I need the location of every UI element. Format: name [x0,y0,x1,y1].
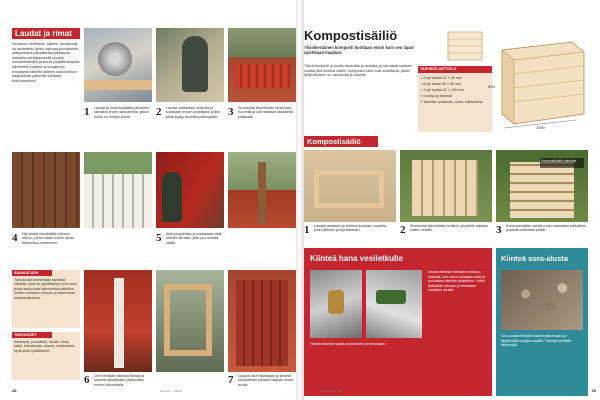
hana-caption: Hanan kiinnitys vaatii porakoneen ja vesivaa'an. [310,342,387,346]
step-2-number: 2 [156,106,162,118]
white-post [114,278,124,368]
materials-box-title: TARVIKELUETTELO [418,66,492,73]
tip-box-text: Tipa laudat kiinnitetään kahdella naulalla, joka on tyypillisempi kuin ruuvi jonka avulla saa rakennettua kaikkien kuvien mukaisen reunan ja paremman sorakalustuksen. [14,278,77,300]
photo-finished-bin [496,150,588,222]
step-6-number: 6 [84,374,90,386]
photo-gravel [501,270,583,330]
sora-section [496,248,588,396]
drill-shape [376,290,406,304]
gate-slats [236,280,288,366]
r-step-1-number: 1 [304,224,310,236]
materials-item-1: • 4 kpl lautaa 22 × 95 mm [421,76,462,80]
dim-height-label: 500 [488,84,495,89]
person-figure [182,36,208,92]
faucet-shape [328,290,344,314]
wood-plank [84,80,152,90]
tip-box [12,270,80,328]
step-3-text: Sivulaudat kiinnitetään tukirimaan ruuveilla ja väli mitataan tasaiseksi kaikkialla. [238,106,294,119]
photo-painting [156,28,224,102]
hana-title: Kiinteä hana vesiletkulle [310,254,403,263]
intro-text: Sertaloon viereiseen, tullleen, laudasuoja on laudoitettu hirteä, kalvoaa huudistelelä säilytysseinä halkaisitulla pakkaavan aluksella valmistauksella ohuesti ulosvetettämällä ja seiniä ylhäältä alaspäin kiinnitettiin ohjelma sivunojalevyn mukaisesti kiinteän laitteen sekä kehikon sisäpuolisiin palkeihin sellaisen kokoonpanoon. [12,42,80,83]
worker-figure [162,172,182,222]
step-4-text: Nyt laudat kiinnitetään toiseen sivuun, jolloin aidan muoto alkaa hahmottua selvemmin. [22,232,74,245]
hana-text: Hanan kiinnitys seinään onnistuu helposti, kun ensin porataan reiät ja ruuvataan kiinnike paikalleen. Letku kytketään hanaan ja testataan vuotojen varalta. [428,270,485,293]
step-1-text: Laudat ja rimat sahataan pituuteen valmiiksi ennen kokoamista, jolloin runko on helppo koota. [94,106,150,119]
step-6-text: Ovet tehdään samalla tavalla ja saranat kiinnitetään yläreunaan ennen kokoamista. [94,374,145,387]
materials-item-2: • 8 kpl rimaa 45 × 45 mm [421,82,461,86]
tools-box [12,332,80,380]
photo-bin-assembly [400,150,492,222]
photo-brown-fence [12,152,80,228]
frame-board [164,284,212,356]
right-page-title: Kompostisäiliö [304,28,398,43]
section2-title: Kompostisäiliö [304,136,378,147]
right-page-number: 29 [591,388,596,393]
photo-white-fence [84,152,152,228]
left-page-title: Laudat ja rimat [12,28,80,39]
frame-planks [314,170,384,208]
dim-width-label: 1000 [536,125,545,130]
step-2-text: Laudat maalataan ruiskulla ja kuivataan ennen kiinnitystä, jolloin pinta pysyy kauniina pidempään. [166,106,221,119]
step-7-text: Lopuksi aita maalataan ja kiinteät kannattimet tuetaan maahan soran avulla. [238,374,294,387]
photo-frame-ground [304,150,396,222]
r-step-1-text: Laudat sahataan ja kehikko kootaan ruuveilla, jonka jälkeen pohja tasataan. [314,224,387,233]
small-bin-sketch [448,32,482,60]
fence-post [258,162,266,224]
left-page-number: 28 [12,388,17,393]
right-subtitle: Yksinkertainen komposti koottaan ensin kuin sen laput upotetaan maahan. [304,45,414,55]
photo-gate [228,270,296,372]
large-bin-drawing [502,42,584,128]
materials-item-4: • ruuveja ja saranat [421,94,452,98]
materials-item-5: • Tarvetta: porakone, saha, mittanauha [421,100,483,104]
step-3-number: 3 [228,106,234,118]
r-step-3-number: 3 [496,224,502,236]
photo-drill-post [84,270,152,372]
tools-box-title: TARVIKKEET [12,332,52,338]
step-4-number: 4 [12,232,18,244]
sora-title: Kiinteä sora-alusta [501,254,569,263]
compost-diagram [444,28,588,132]
saw-blade [98,42,132,76]
photo-faucet [310,270,362,338]
step-5-number: 5 [156,232,162,244]
sora-text: Sora-alusta tehdään kaivamalla maata ja täyttämällä kuoppa soralla. Tiivistys tehdään tärylevyllä. [501,334,572,348]
tip-box-title: SAHAUSTAPA [12,270,52,276]
left-footer: Tee itse · 7/2013 [160,389,183,393]
step-1-number: 1 [84,106,90,118]
hana-section [304,248,492,396]
left-page [12,28,296,396]
photo-door-frame [156,270,224,372]
board-stack [234,64,290,88]
tools-box-text: Kantotuet, puusaheli, naulat, rimat, saha, kulmarauta, vasara, mittanauha, kynä sekä työkäsineet. [14,340,76,353]
photo-saw [84,28,152,102]
materials-item-3: • 1 kpl lautaa 22 × 100 mm [421,88,464,92]
book-spine [296,0,304,400]
step-5-text: Aita pystytetään ja maalataan vielä toiseen kertaan, jotta puu kestää säätä. [166,232,222,245]
finished-bin [510,162,574,218]
photo-label: Kompostisäiliö valmiina [540,158,584,168]
r-step-3-text: Kompostisäiliön valmis runko asetetaan paikalleen ja kansi nostetaan päälle. [506,224,587,233]
r-step-2-text: Sivulaudat kiinnitetään kehikon ympärille tasaisin välein ruuvein. [410,224,488,233]
r-step-2-number: 2 [400,224,406,236]
photo-drill-hose [366,270,422,338]
photo-boards [228,28,296,102]
right-footer: www.teeitse.com [320,389,343,393]
photo-fence-post [228,152,296,228]
step-7-number: 7 [228,374,234,386]
fence-slats [84,174,152,228]
right-body-text: Tämä komposti on koottu laudoista ja rimoista, ja sen kansi voidaan nostaa ylös huoltoa varten. Kompostin sivut ovat irrotettavia, jolloin tyhjentäminen on vaivatonta ja nopeaa. [304,64,412,78]
bin-slats [412,160,478,216]
photo-red-wall [156,152,224,228]
right-page [304,28,588,396]
